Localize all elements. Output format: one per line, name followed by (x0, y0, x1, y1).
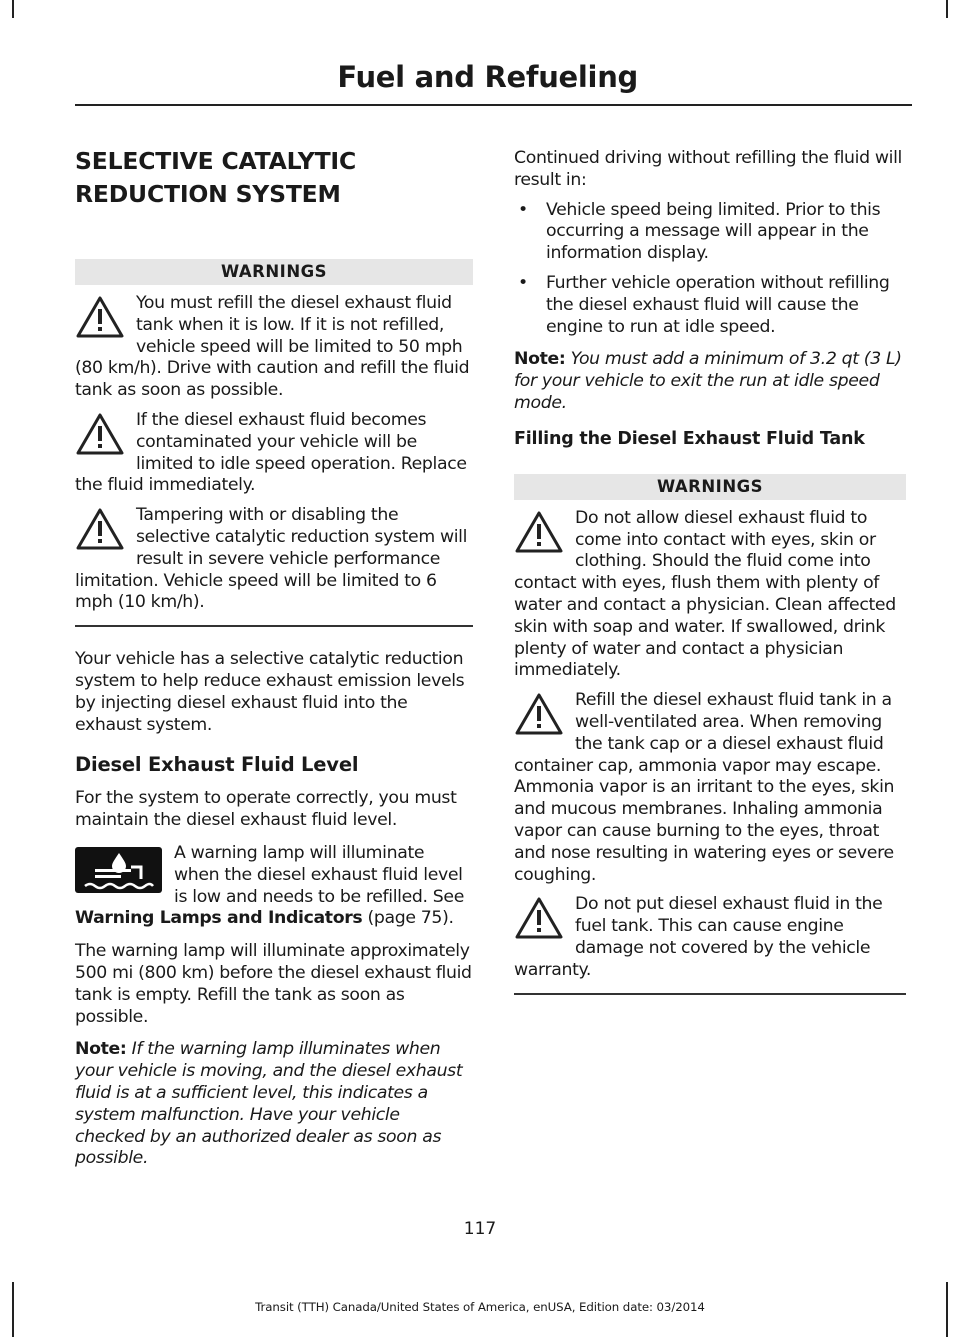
note-label: Note: (75, 1039, 127, 1060)
note-text: If the warning lamp illuminates when your vehicle is moving, and the diesel exhaust fluid is at a sufficient level, this indicates a system malfunction. Have your vehicle checked by an authorized dealer as soon as possible. (75, 1039, 463, 1169)
page-number: 117 (463, 1219, 497, 1239)
bullet-text: Vehicle speed being limited. Prior to this occurring a message will appear in the information display. (546, 199, 881, 264)
crop-mark (946, 0, 948, 18)
lamp-paragraph-2: The warning lamp will illuminate approximately 500 mi (800 km) before the diesel exhaust fluid tank is empty. Refill the tank as soon as possible. (75, 941, 472, 1027)
warning-item (514, 690, 906, 886)
intro-paragraph: Your vehicle has a selective catalytic reduction system to help reduce exhaust emission levels by injecting diesel exhaust fluid into the exhaust system. (75, 649, 465, 735)
warning-item (75, 505, 473, 614)
warning-text: You must refill the diesel exhaust fluid tank when it is low. If it is not refilled, vehicle speed will be limited to 50 mph (80 km/h). Drive with caution and refill the fluid tank as soon as possible. (75, 293, 470, 401)
lamp-page-ref: (page 75). (367, 908, 454, 929)
edition-footer: Transit (TTH) Canada/United States of America, enUSA, Edition date: 03/2014 (255, 1300, 705, 1314)
header-divider (75, 104, 912, 106)
bullet-item (514, 273, 906, 338)
diesel-exhaust-fluid-icon (75, 847, 162, 893)
warning-text: Do not put diesel exhaust fluid in the fuel tank. This can cause engine damage not covered by the vehicle warranty. (514, 894, 883, 980)
crop-mark (12, 0, 14, 18)
bullet-item (514, 200, 906, 265)
note-paragraph (514, 349, 906, 414)
bullet-dot: • (518, 199, 528, 220)
filling-heading: Filling the Diesel Exhaust Fluid Tank (514, 428, 865, 449)
note-paragraph (75, 1039, 473, 1170)
warning-triangle-icon (514, 510, 564, 554)
note-text: You must add a minimum of 3.2 qt (3 L) for your vehicle to exit the run at idle speed mode. (514, 349, 902, 413)
level-heading: Diesel Exhaust Fluid Level (75, 753, 359, 777)
warning-triangle-icon (514, 692, 564, 736)
bullet-text: Further vehicle operation without refilling the diesel exhaust fluid will cause the engine to run at idle speed. (546, 272, 890, 337)
left-column (75, 143, 473, 1170)
bullet-dot: • (518, 272, 528, 293)
warning-text: Do not allow diesel exhaust fluid to come into contact with eyes, skin or clothing. Should the fluid come into contact with eyes, flush them with plenty of water and contact a physician. Clean affected skin with soap and water. If swallowed, drink plenty of water and contact a physician immediately. (514, 507, 896, 681)
note-label: Note: (514, 349, 566, 370)
warnings-header: WARNINGS (514, 474, 906, 500)
right-column (514, 148, 906, 995)
warnings-header: WARNINGS (75, 259, 473, 285)
warning-item (75, 293, 473, 402)
warnings-end-divider (514, 993, 906, 995)
warning-triangle-icon (75, 507, 125, 551)
warning-item (75, 410, 473, 497)
warnings-end-divider (75, 625, 473, 627)
continued-paragraph: Continued driving without refilling the fluid will result in: (514, 148, 903, 190)
warning-text: If the diesel exhaust fluid becomes contaminated your vehicle will be limited to idle speed operation. Replace the fluid immediately. (75, 409, 467, 496)
warning-item (514, 508, 906, 682)
warning-triangle-icon (75, 295, 125, 339)
page-header-title: Fuel and Refueling (337, 60, 638, 94)
warning-text: Refill the diesel exhaust fluid tank in a well-ventilated area. When removing the tank cap or a diesel exhaust fluid container cap, ammonia vapor may escape. Ammonia vapor is an irritant to the eyes, skin and mucous membranes. Inhaling ammonia vapor can cause burning to the eyes, throat and nose resulting in watering eyes or severe coughing. (514, 690, 895, 885)
warning-item (514, 894, 906, 981)
warning-triangle-icon (75, 412, 125, 456)
warning-triangle-icon (514, 896, 564, 940)
lamp-paragraph (75, 843, 473, 930)
level-paragraph: For the system to operate correctly, you must maintain the diesel exhaust fluid level. (75, 788, 457, 831)
warning-lamps-link[interactable]: Warning Lamps and Indicators (75, 908, 363, 929)
section-title: SELECTIVE CATALYTIC REDUCTION SYSTEM (75, 147, 356, 208)
lamp-text: A warning lamp will illuminate when the diesel exhaust fluid level is low and needs to be refilled. See (174, 842, 464, 907)
warning-text: Tampering with or disabling the selective catalytic reduction system will result in severe vehicle performance limitation. Vehicle speed will be limited to 6 mph (10 km/h). (75, 505, 468, 613)
